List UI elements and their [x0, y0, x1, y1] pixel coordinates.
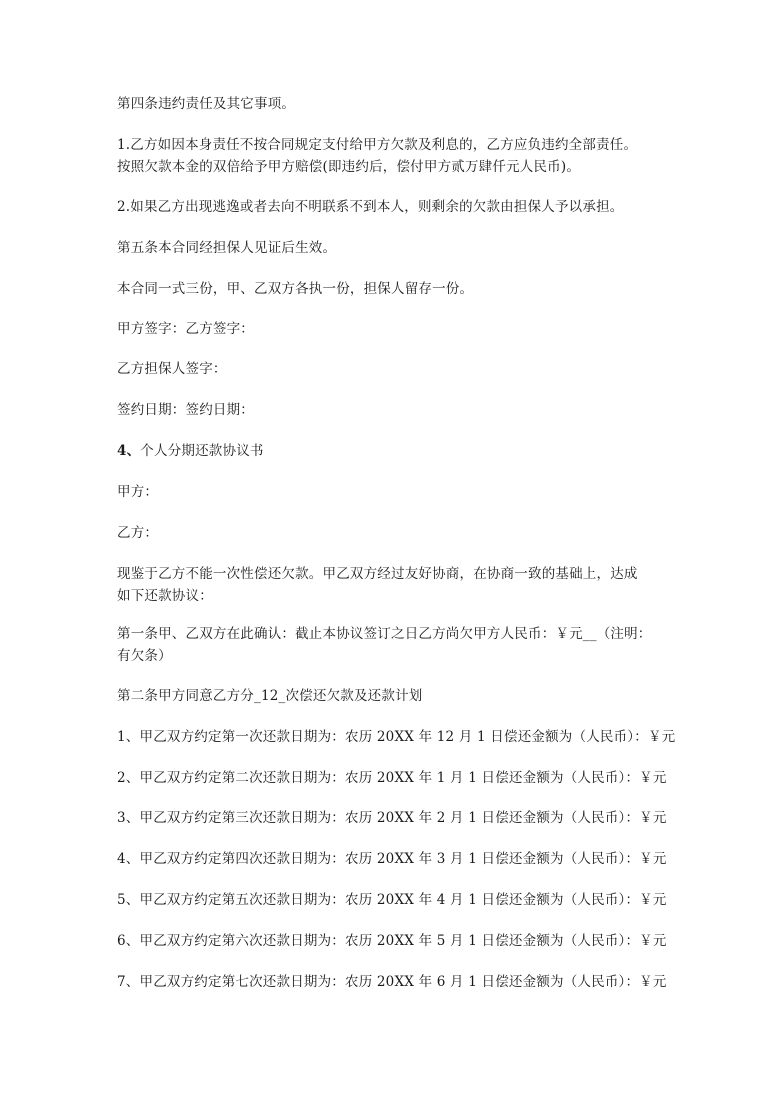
- section-4-heading: [117, 440, 667, 462]
- article5: 第五条本合同经担保人见证后生效。: [117, 240, 337, 256]
- signatures-ab: 甲方签字：乙方签字：: [117, 321, 254, 337]
- copies-statement: 本合同一式三份，甲、乙双方各执一份，担保人留存一份。: [117, 281, 474, 297]
- sign-dates: 签约日期：签约日期：: [117, 402, 254, 418]
- party-a: 甲方：: [117, 484, 159, 500]
- preamble-line-1: 现鉴于乙方不能一次性偿还欠款。甲乙双方经过友好协商，在协商一致的基础上，达成: [117, 566, 638, 582]
- clause-2: 2.如果乙方出现逃逸或者去向不明联系不到本人，则剩余的欠款由担保人予以承担。: [117, 199, 624, 215]
- section-4-title: 个人分期还款协议书: [140, 443, 264, 459]
- article-1-line-2: 有欠条）: [117, 648, 172, 664]
- preamble: [117, 563, 667, 607]
- clause-1: [117, 134, 667, 178]
- schedule-item: 2、甲乙双方约定第二次还款日期为：农历 20XX 年 1 月 1 日偿还金额为（人民币）：￥元: [117, 770, 667, 786]
- schedule-item: 7、甲乙双方约定第七次还款日期为：农历 20XX 年 6 月 1 日偿还金额为（人民币）：￥元: [117, 974, 667, 990]
- article-2: 第二条甲方同意乙方分_12_次偿还欠款及还款计划: [117, 688, 423, 704]
- section-4-number: 4、: [117, 443, 141, 459]
- clause-1-line-2: 按照欠款本金的双倍给予甲方赔偿(即违约后，偿付甲方贰万肆仟元人民币)。: [117, 159, 581, 175]
- article-1: [117, 623, 667, 667]
- article4-title: 第四条违约责任及其它事项。: [117, 96, 296, 112]
- schedule-item: 5、甲乙双方约定第五次还款日期为：农历 20XX 年 4 月 1 日偿还金额为（人民币）：￥元: [117, 892, 667, 908]
- article-1-line-1: 第一条甲、乙双方在此确认：截止本协议签订之日乙方尚欠甲方人民币：￥元__（注明：: [117, 626, 652, 642]
- schedule-item: 6、甲乙双方约定第六次还款日期为：农历 20XX 年 5 月 1 日偿还金额为（人民币）：￥元: [117, 933, 667, 949]
- clause-1-line-1: 1.乙方如因本身责任不按合同规定支付给甲方欠款及利息的，乙方应负违约全部责任。: [117, 137, 638, 153]
- schedule-item: 4、甲乙双方约定第四次还款日期为：农历 20XX 年 3 月 1 日偿还金额为（人民币）：￥元: [117, 851, 667, 867]
- schedule-item: 1、甲乙双方约定第一次还款日期为：农历 20XX 年 12 月 1 日偿还金额为（人民币）：￥元: [117, 729, 676, 745]
- guarantor-signature: 乙方担保人签字：: [117, 361, 227, 377]
- schedule-item: 3、甲乙双方约定第三次还款日期为：农历 20XX 年 2 月 1 日偿还金额为（人民币）：￥元: [117, 810, 667, 826]
- party-b: 乙方：: [117, 525, 159, 541]
- preamble-line-2: 如下还款协议：: [117, 588, 213, 604]
